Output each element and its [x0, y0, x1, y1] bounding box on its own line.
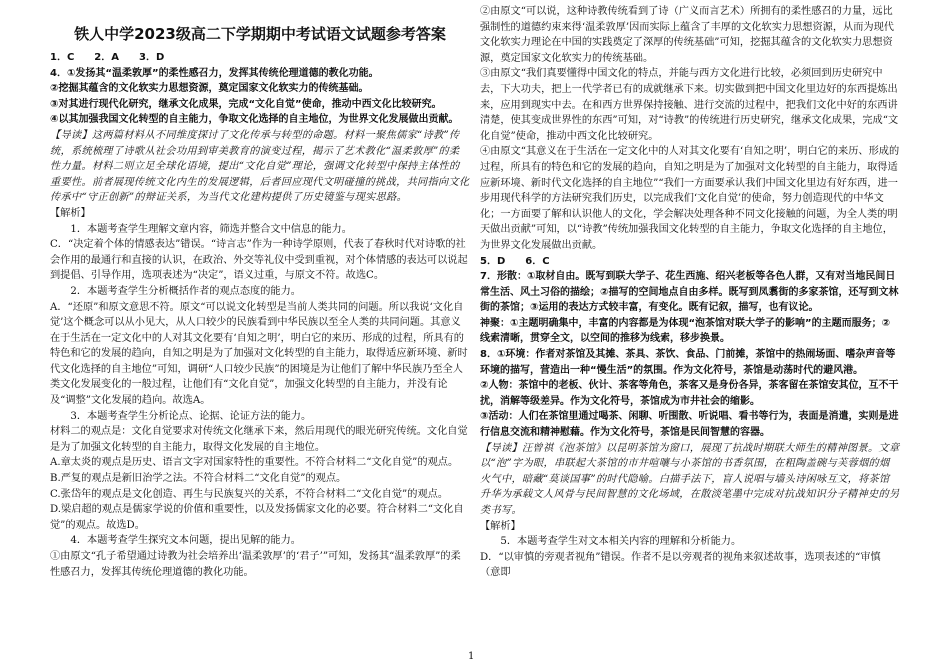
page-number: 1	[468, 651, 475, 662]
right-paragraph: ④由原文“其意义在于生活在一定文化中的人对其文化要有‘自知之明’，明白它的来历、形成的过程，所具有的特色和它的发展的趋向，自知之明是为了加强对文化转型的自主能力，取得适应新环境、新时代文化选择的自主地位”“我们一方面要承认我们中国文化里边有好东西，进一步用现代科学的方法研究我们历史，以完成我们‘文化自觉’的使命，努力创造现代的中华文化；一方面要了解和认识他人的文化，学会解决处理各种不同文化接触的问题，为全人类的明天做出贡献”可知，以“诗教”传统加强我国文化转型的自主能力，争取文化选择的自主地位，为世界文化发展做出贡献。	[480, 146, 900, 251]
right-paragraph: D．“以审慎的旁观者视角”错误。作者不是以旁观者的视角来叙述故事，选项表述的“审慎（意即	[480, 551, 881, 579]
right-paragraph: ②由原文“可以说，这种诗教传统看到了诗（广义而言艺术）所拥有的柔性感召的力量，远比强制性的道德约束来得‘温柔敦厚’因而实际上蕴含了丰厚的文化软实力思想资源，从而为现代文化软实力理论在中国的实践奠定了深厚的传统基础”可知，挖掘其蕴含的文化软实力思想资源，奠定国家文化软实力的传统基础。	[480, 6, 894, 64]
document-title: 铁人中学2023级高二下学期期中考试语文试题参考答案	[74, 25, 446, 43]
left-paragraph: 2．本题考查学生分析概括作者的观点态度的能力。	[70, 285, 301, 297]
page-title	[50, 24, 470, 580]
left-column	[50, 50, 470, 580]
left-paragraph: ③对其进行现代化研究，继承文化成果，完成“文化自觉”使命，推动中西文化比较研究。	[50, 98, 442, 110]
left-paragraph: C.张岱年的观点是文化创造、再生与民族复兴的关系，不符合材料二“文化自觉”的观点。	[50, 488, 449, 500]
left-paragraph: 【解析】	[50, 207, 91, 219]
right-paragraph: 神聚：①主题明确集中，丰富的内容都是为体现“泡茶馆对联大学子的影响”的主题而服务；②线索清晰，贯穿全文，以空间的推移为线索，移步换景。	[480, 317, 891, 345]
right-paragraph: ③由原文“我们真要懂得中国文化的特点，并能与西方文化进行比较，必须回到历史研究中去，下大功夫，把上一代学者已有的成就继承下来。切实做到把中国文化里边好的东西提炼出来，应用到现实中去。在和西方世界保持接触、进行交流的过程中，把我们文化中好的东西讲清楚，使其变成世界性的东西”可知，对“诗教”的传统进行历史研究，继承文化成果，完成“文化自觉”使命，推动中西文化比较研究。	[480, 68, 899, 142]
left-paragraph: 1．C 2．A 3．D	[50, 52, 165, 63]
right-paragraph: 5．D 6．C	[480, 255, 550, 267]
right-paragraph: 5．本题考查学生对文本相关内容的理解和分析能力。	[500, 536, 742, 548]
right-paragraph: ②人物：茶馆中的老板、伙计、茶客等角色，茶客又是身份各异，茶客留在茶馆安其位，互不干扰，消解等级差异。作为文化符号，茶馆成为市井社会的缩影。	[480, 380, 899, 407]
left-paragraph: A．“还原”和原文意思不符。原文“可以说文化转型是当前人类共同的问题。所以我说‘文化自觉’这个概念可以从小见大，从人口较少的民族看到中华民族以至全人类的共同问题。其意义在于生活在一定文化中的人对其文化要有‘自知之明’，明白它的来历、形成的过程，所具有的特色和它的发展的趋向，自知之明是为了加强对文化转型的自主能力，取得适应新环境、新时代文化选择的自主地位”可知，调研“人口较少民族”的困境是为让他们了解中华民族乃至全人类文化发展变化的一般过程，让他们有“文化自觉”，加强文化转型的自主能力，并没有论及“调整”文化发展的趋向。故选A。	[50, 301, 468, 407]
right-column	[480, 4, 900, 581]
left-paragraph: 3．本题考查学生分析论点、论据、论证方法的能力。	[70, 410, 312, 422]
right-paragraph: ③活动：人们在茶馆里通过喝茶、闲聊、听围散、听说唱、看书等行为，表面是消遣，实则是进行信息交流和精神慰藉。作为文化符号，茶馆是民间智慧的容器。	[480, 411, 899, 439]
left-paragraph: ④以其加强我国文化转型的自主能力，争取文化选择的自主地位，为世界文化发展做出贡献。	[50, 114, 459, 126]
left-paragraph: C．“决定着个体的情感表达”错误。“诗言志”作为一种诗学原则，代表了春秋时代对诗歌的社会作用的最通行和直接的认识，在政治、外交等礼仪中受到重视，对个体情感的表达可以说起到提倡、引导作用，选项表述为“决定”，语义过重，与原文不符。故选C。	[50, 239, 468, 282]
right-paragraph: 7．形散：①取材自由。既写到联大学子、花生西施、绍兴老板等各色人群，又有对当地民间日常生活、风土习俗的描绘；②描写的空间地点自由多样。既写到凤翥街的多家茶馆，还写到文林街的茶馆；③运用的表达方式较丰富，有变化。既有记叙，描写，也有议论。	[480, 271, 899, 314]
left-paragraph: D.梁启超的观点是儒家学说的价值和重要性，以及发扬儒家文化的必要。符合材料二“文化自觉”的观点。故选D。	[50, 504, 464, 531]
left-paragraph: 材料二的观点是：文化自觉要求对传统文化继承下来，然后用现代的眼光研究传统。文化自觉是为了加强文化转型的自主能力，取得文化发展的自主地位。	[50, 426, 468, 453]
left-paragraph: ②挖掘其蕴含的文化软实力思想资源，奠定国家文化软实力的传统基础。	[50, 83, 369, 95]
left-paragraph: A.章太炎的观点是历史、语言文字对国家特性的重要性。不符合材料二“文化自觉”的观点。	[50, 457, 459, 469]
right-column-body	[480, 4, 900, 581]
left-paragraph: 4．①发扬其“温柔敦厚”的柔性感召力，发挥其传统伦理道德的教化功能。	[50, 67, 379, 79]
left-paragraph: B.严复的观点是新旧治学之法。不符合材料二“文化自觉”的观点。	[50, 473, 347, 485]
left-paragraph: 4．本题考查学生探究文本问题，提出见解的能力。	[70, 535, 301, 547]
left-paragraph: 【导读】这两篇材料从不同维度探讨了文化传承与转型的命题。材料一聚焦儒家“诗教”传统，系统梳理了诗歌从社会功用到审美教育的演变过程，揭示了艺术教化“温柔敦厚”的柔性力量。材料二则立足全球化语境，提出“文化自觉”理论，强调文化转型中保持主体性的重要性。前者展现传统文化内生的发展逻辑，后者回应现代文明碰撞的挑战，共同指向文化传承中“守正创新”的辩证关系，为当代文化建构提供了历史镜鉴与现实思路。	[50, 129, 470, 204]
left-paragraph: 1．本题考查学生理解文章内容，筛选并整合文中信息的能力。	[70, 223, 352, 235]
left-paragraph: ①由原文“孔子希望通过诗教为社会培养出‘温柔敦厚’的‘君子’”可知，发扬其“温柔敦厚”的柔性感召力，发挥其传统伦理道德的教化功能。	[50, 551, 461, 578]
right-paragraph: 【解析】	[480, 520, 521, 532]
right-paragraph: 【导读】汪曾祺《泡茶馆》以昆明茶馆为窗口，展现了抗战时期联大师生的精神图景。文章以“泡”字为眼，串联起大茶馆的市井喧嚷与小茶馆的书香氛围，在粗陶盖碗与芙蓉烟的烟火气中，暗藏“莫谈国事”的时代隐喻。白描手法下，盲人说唱与墙头诗闲咏互文，将茶馆升华为承载文人风骨与民间智慧的文化场域，在散淡笔墨中完成对抗战知识分子精神史的另类书写。	[480, 442, 900, 516]
right-paragraph: 8．①环境：作者对茶馆及其摊、茶具、茶饮、食品、门前摊，茶馆中的热闹场面、嗜杂声音等环境的描写，营造出一种“慢生活”的氛围。作为文化符号，茶馆是动荡时代的避风港。	[480, 349, 896, 376]
